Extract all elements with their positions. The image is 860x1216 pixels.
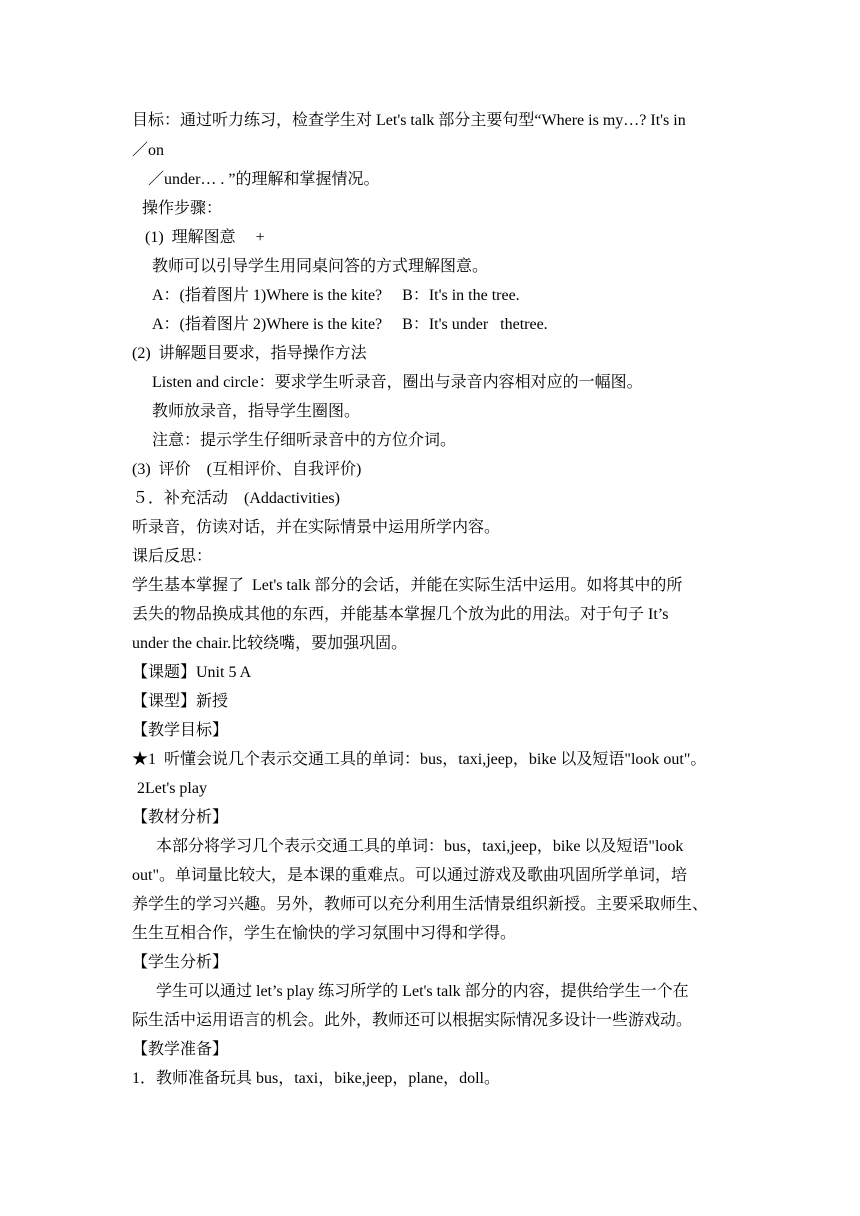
text-line: Listen and circle：要求学生听录音，圈出与录音内容相对应的一幅图。: [152, 374, 643, 391]
text-line: 生生互相合作，学生在愉快的学习氛围中习得和学得。: [132, 925, 517, 942]
text-line: 2Let's play: [137, 780, 207, 797]
text-line: 操作步骤：: [142, 200, 223, 217]
text-line: 丢失的物品换成其他的东西，并能基本掌握几个放为此的用法。对于句子 It’s: [132, 606, 669, 623]
text-line: 本部分将学习几个表示交通工具的单词：bus，taxi,jeep，bike 以及短语"look: [156, 838, 684, 855]
text-line: 教师可以引导学生用同桌问答的方式理解图意。: [152, 258, 489, 275]
text-line: 注意：提示学生仔细听录音中的方位介词。: [152, 432, 457, 449]
text-line: A：(指着图片 2)Where is the kite? B：It's under thetree.: [152, 316, 548, 333]
text-line: 1．教师准备玩具 bus，taxi，bike,jeep，plane，doll。: [132, 1070, 500, 1087]
text-line: 【教学目标】: [132, 722, 229, 739]
text-line: A：(指着图片 1)Where is the kite? B：It's in the tree.: [152, 287, 520, 304]
text-line: out"。单词量比较大，是本课的重难点。可以通过游戏及歌曲巩固所学单词，培: [132, 867, 687, 884]
text-line: 【教学准备】: [132, 1041, 229, 1058]
text-line: ／under… . ”的理解和掌握情况。: [148, 171, 380, 188]
text-line: (3) 评价 (互相评价、自我评价): [132, 461, 362, 478]
text-line: 际生活中运用语言的机会。此外，教师还可以根据实际情况多设计一些游戏动。: [132, 1012, 693, 1029]
text-line: 【教材分析】: [132, 809, 229, 826]
text-line: 教师放录音，指导学生圈图。: [152, 403, 361, 420]
text-line: ★1 听懂会说几个表示交通工具的单词：bus，taxi,jeep，bike 以及短语"look out"。: [132, 751, 707, 768]
text-line: 目标：通过听力练习，检查学生对 Let's talk 部分主要句型“Where is my…? It's in: [132, 112, 686, 129]
text-line: 【课型】新授: [132, 693, 229, 710]
text-line: 【课题】Unit 5 A: [132, 664, 252, 681]
text-line: 养学生的学习兴趣。另外，教师可以充分利用生活情景组织新授。主要采取师生、: [132, 896, 709, 913]
text-line: ／on: [132, 142, 165, 159]
text-line: (2) 讲解题目要求，指导操作方法: [132, 345, 367, 362]
text-line: 【学生分析】: [132, 954, 229, 971]
text-line: (1) 理解图意 +: [145, 229, 265, 246]
text-line: 听录音，仿读对话，并在实际情景中运用所学内容。: [132, 519, 501, 536]
text-line: 学生可以通过 let’s play 练习所学的 Let's talk 部分的内容，提供给学生一个在: [156, 983, 689, 1000]
text-line: 学生基本掌握了 Let's talk 部分的会话，并能在实际生活中运用。如将其中的所: [132, 577, 683, 594]
text-line: ５．补充活动 (Addactivities): [132, 490, 340, 507]
text-line: under the chair.比较绕嘴，要加强巩固。: [132, 635, 408, 652]
text-line: 课后反思：: [132, 548, 213, 565]
